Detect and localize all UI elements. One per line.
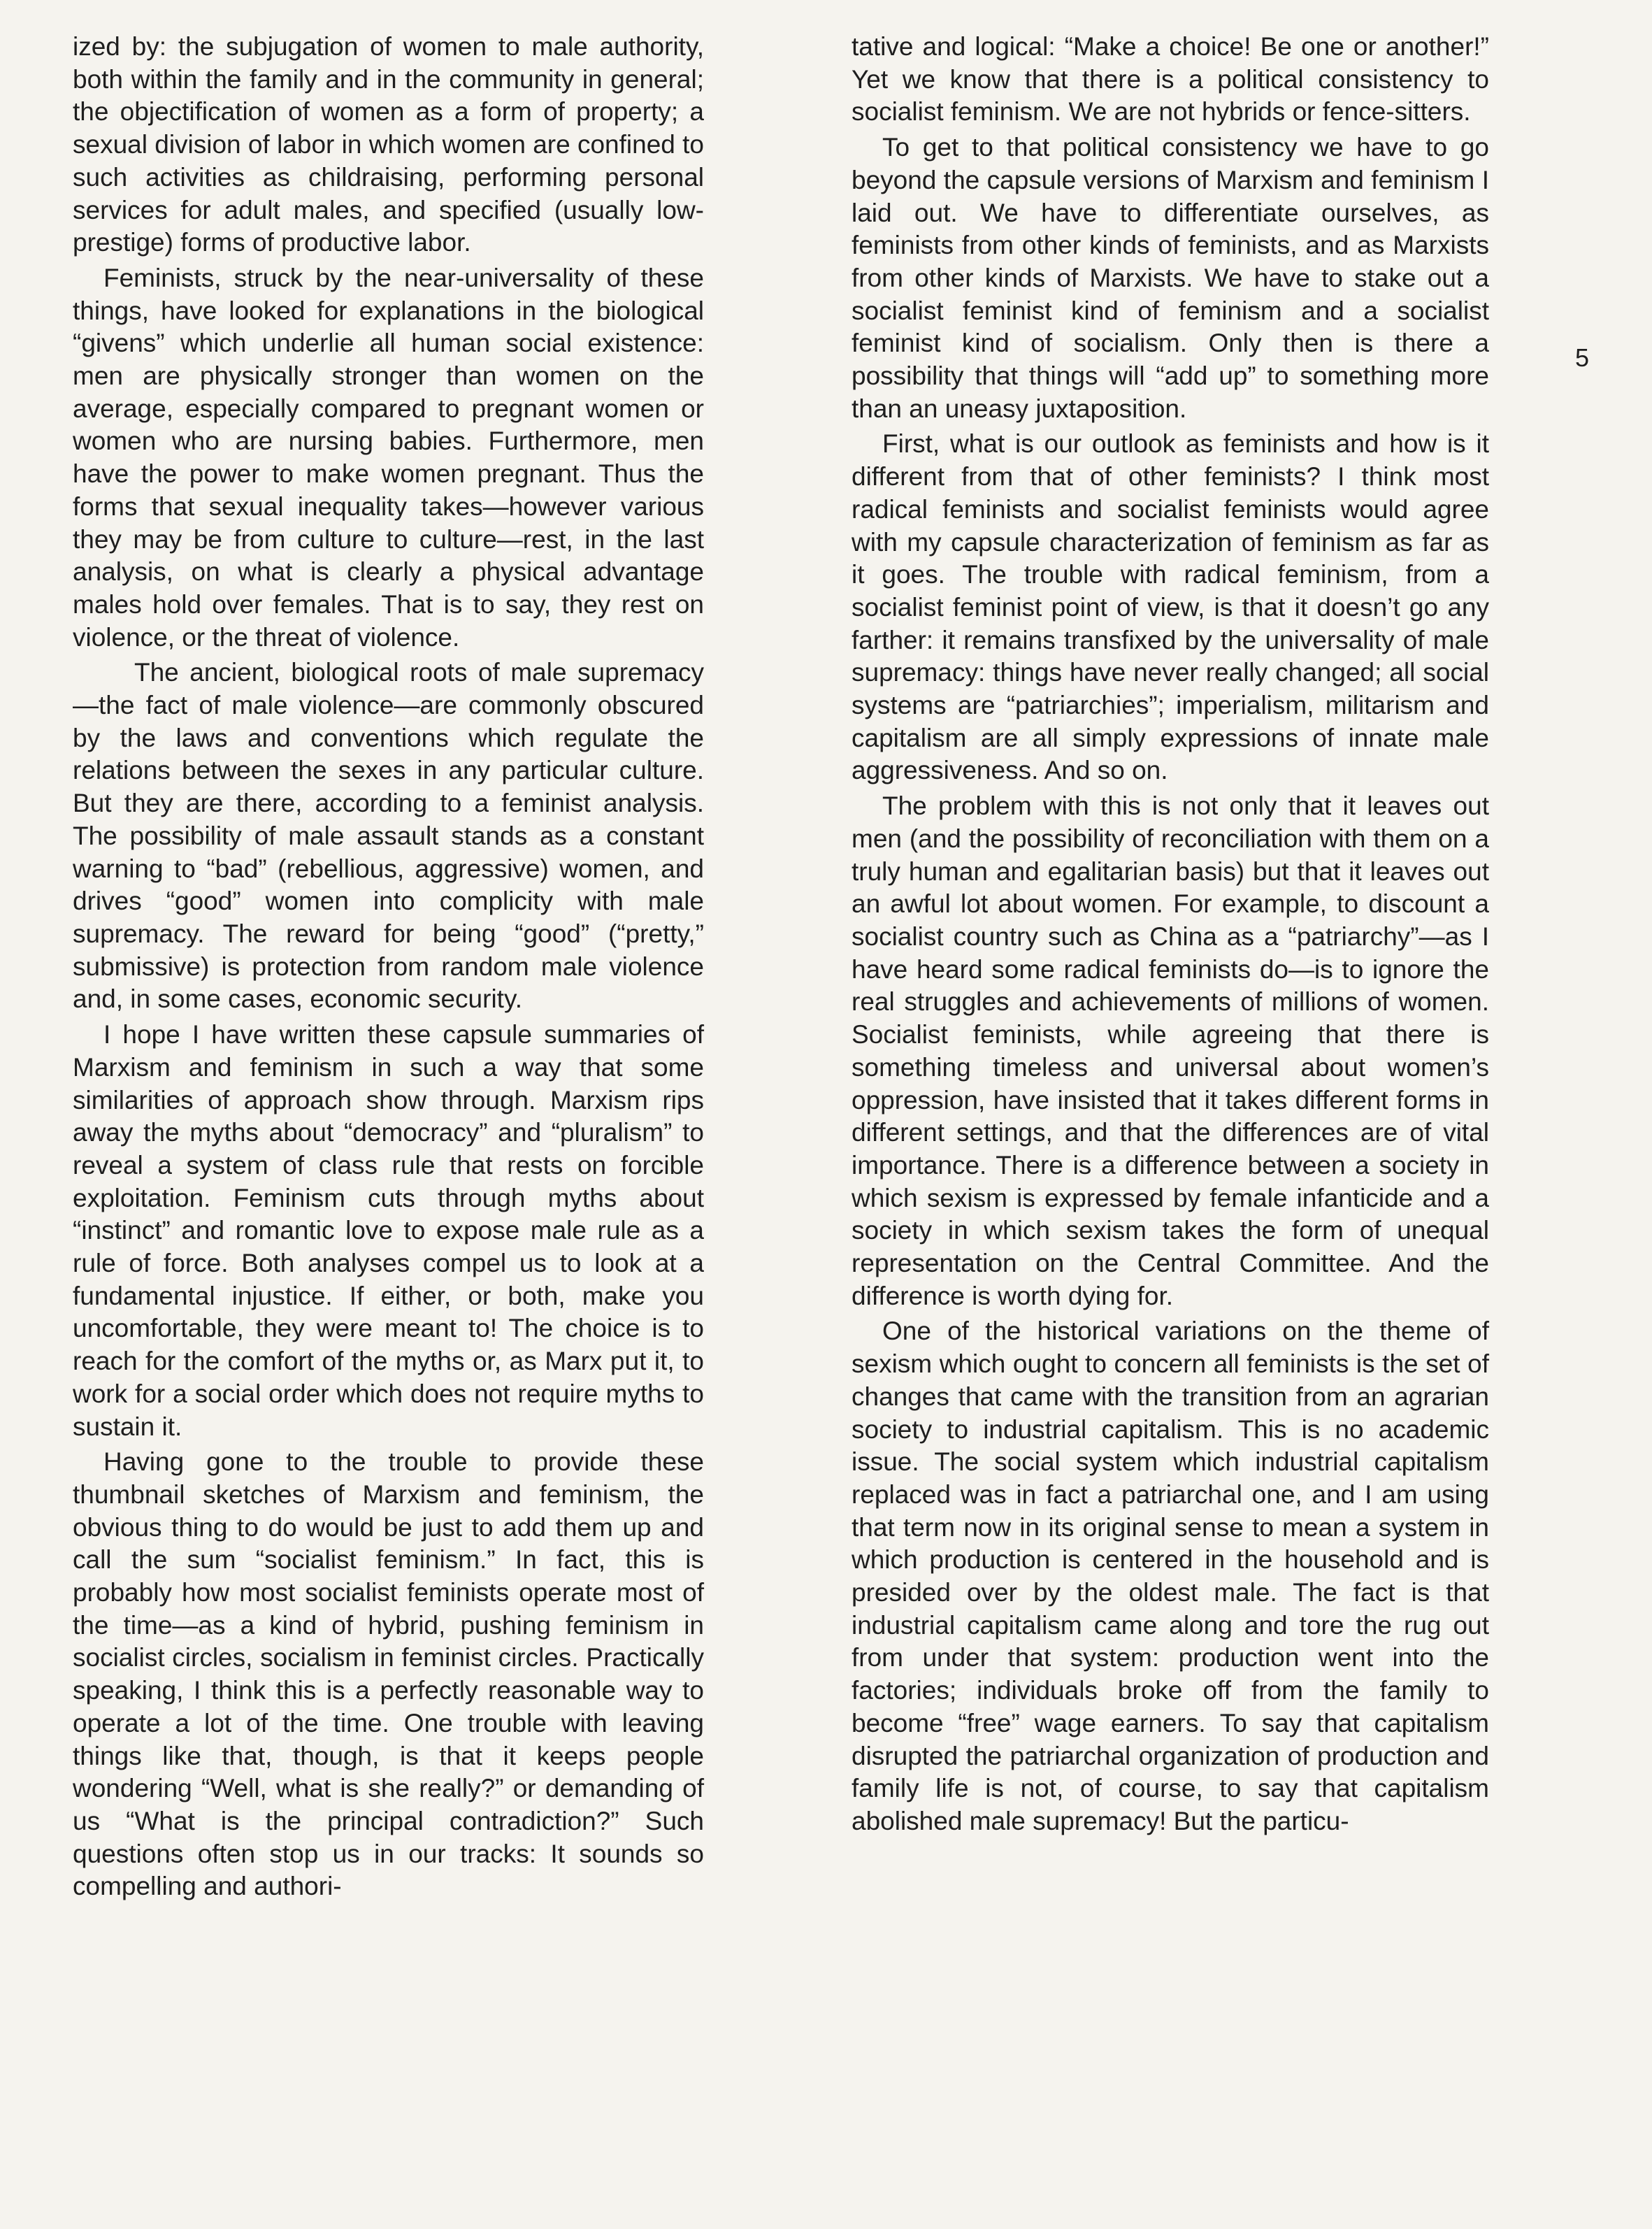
paragraph: One of the historical variations on the theme of sexism which ought to concern all feminists is the set of changes that came with the transition from an agrarian society to industrial capitalism. This is no academic issue. The social system which industrial capitalism replaced was in fact a patriarchal one, and I am using that term now in its original sense to mean a system in which production is centered in the household and is presided over by the oldest male. The fact is that industrial capitalism came along and tore the rug out from under that system: production went into the factories; individuals broke off from the family to become “free” wage earners. To say that capitalism disrupted the patriarchal organization of production and family life is not, of course, to say that capitalism abolished male supremacy! But the particu-	[852, 1317, 1489, 1835]
paragraph: ized by: the subjugation of women to male authority, both within the family and in the community in general; the objectification of women as a form of property; a sexual division of labor in which women are confined to such activities as childraising, performing personal services for adult males, and specified (usually low-prestige) forms of productive labor.	[73, 32, 704, 257]
paragraph: Having gone to the trouble to provide these thumbnail sketches of Marxism and feminism, the obvious thing to do would be just to add them up and call the sum “socialist feminism.” In fact, this is probably how most socialist feminists operate most of the time—as a kind of hybrid, pushing feminism in socialist circles, socialism in feminist circles. Practically speaking, I think this is a perfectly reasonable way to operate a lot of the time. One trouble with leaving things like that, though, is that it keeps people wondering “Well, what is she really?” or demanding of us “What is the principal contradiction?” Such questions often stop us in our tracks: It sounds so compelling and authori-	[73, 1447, 704, 1901]
paragraph: The problem with this is not only that it leaves out men (and the possibility of reconciliation with them on a truly human and egalitarian basis) but that it leaves out an awful lot about women. For example, to discount a socialist country such as China as a “patriarchy”—as I have heard some radical feminists do—is to ignore the real struggles and achievements of millions of women. Socialist feminists, while agreeing that there is something timeless and universal about women’s oppression, have insisted that it takes different forms in different settings, and that the differences are of vital importance. There is a difference between a society in which sexism is expressed by female infanticide and a society in which sexism takes the form of unequal representation on the Central Committee. And the difference is worth dying for.	[852, 791, 1489, 1310]
page-number: 5	[1575, 343, 1590, 372]
right-column	[852, 31, 1489, 1838]
paragraph: Feminists, struck by the near-universality of these things, have looked for explanations in the biological “givens” which underlie all human social existence: men are physically stronger than women on the average, especially compared to pregnant women or women who are nursing babies. Furthermore, men have the power to make women pregnant. Thus the forms that sexual inequality takes—however various they may be from culture to culture—rest, in the last analysis, on what is clearly a physical advantage males hold over females. That is to say, they rest on violence, or the threat of violence.	[73, 263, 704, 652]
paragraph: To get to that political consistency we have to go beyond the capsule versions of Marxism and feminism I laid out. We have to differentiate ourselves, as feminists from other kinds of feminists, and as Marxists from other kinds of Marxists. We have to stake out a socialist feminist kind of feminism and a socialist feminist kind of socialism. Only then is there a possibility that things will “add up” to something more than an uneasy juxtaposition.	[852, 133, 1489, 423]
paragraph: First, what is our outlook as feminists and how is it different from that of other feminists? I think most radical feminists and socialist feminists would agree with my capsule characterization of feminism as far as it goes. The trouble with radical feminism, from a socialist feminist point of view, is that it doesn’t go any farther: it remains transfixed by the universality of male supremacy: things have never really changed; all social systems are “patriarchies”; imperialism, militarism and capitalism are all simply expressions of innate male aggressiveness. And so on.	[852, 429, 1489, 785]
paragraph: I hope I have written these capsule summaries of Marxism and feminism in such a way that some similarities of approach show through. Marxism rips away the myths about “democracy” and “pluralism” to reveal a system of class rule that rests on forcible exploitation. Feminism cuts through myths about “instinct” and romantic love to expose male rule as a rule of force. Both analyses compel us to look at a fundamental injustice. If either, or both, make you uncomfortable, they were meant to! The choice is to reach for the comfort of the myths or, as Marx put it, to work for a social order which does not require myths to sustain it.	[73, 1020, 704, 1441]
paragraph: tative and logical: “Make a choice! Be one or another!” Yet we know that there is a political consistency to socialist feminism. We are not hybrids or fence-sitters.	[852, 32, 1489, 127]
paragraph: The ancient, biological roots of male supremacy—the fact of male violence—are commonly obscured by the laws and conventions which regulate the relations between the sexes in any particular culture. But they are there, according to a feminist analysis. The possibility of male assault stands as a constant warning to “bad” (rebellious, aggressive) women, and drives “good” women into complicity with male supremacy. The reward for being “good” (“pretty,” submissive) is protection from random male violence and, in some cases, economic security.	[73, 658, 704, 1014]
left-column	[73, 31, 704, 1903]
